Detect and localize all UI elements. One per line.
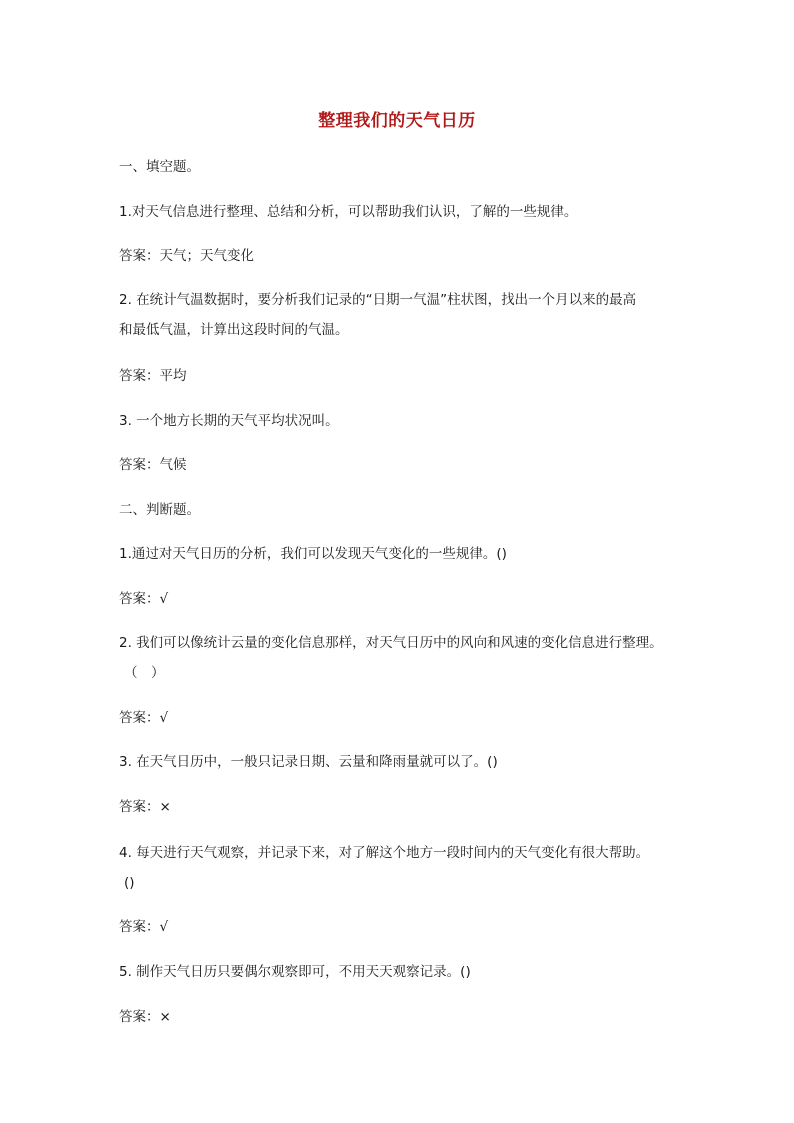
judge-answer-5: 答案：× [119, 1009, 171, 1025]
document-title: 整理我们的天气日历 [318, 111, 476, 131]
judge-answer-3: 答案：× [119, 799, 171, 815]
judge-question-3: 3. 在天气日历中，一般只记录日期、云量和降雨量就可以了。() [119, 754, 498, 770]
judge-question-1: 1.通过对天气日历的分析，我们可以发现天气变化的一些规律。() [119, 546, 507, 562]
judge-question-2-cont: （ ） [124, 665, 165, 681]
section-heading-fill-in: 一、填空题。 [119, 159, 200, 175]
fill-question-2: 2. 在统计气温数据时，要分析我们记录的“日期一气温”柱状图，找出一个月以来的最高 [119, 292, 637, 308]
section-heading-judge: 二、判断题。 [119, 502, 200, 518]
judge-answer-4: 答案：√ [119, 919, 169, 935]
judge-answer-1: 答案：√ [119, 591, 169, 607]
fill-question-2-cont: 和最低气温，计算出这段时间的气温。 [119, 322, 349, 338]
fill-answer-3: 答案：气候 [119, 457, 187, 473]
fill-answer-2: 答案：平均 [119, 368, 187, 384]
judge-question-4: 4. 每天进行天气观察，并记录下来，对了解这个地方一段时间内的天气变化有很大帮助。 [119, 845, 650, 861]
judge-question-5: 5. 制作天气日历只要偶尔观察即可，不用天天观察记录。() [119, 964, 471, 980]
judge-question-2: 2. 我们可以像统计云量的变化信息那样，对天气日历中的风向和风速的变化信息进行整理。 [119, 635, 663, 651]
fill-question-3: 3. 一个地方长期的天气平均状况叫。 [119, 413, 339, 429]
judge-question-4-cont: () [124, 875, 135, 891]
fill-question-1: 1.对天气信息进行整理、总结和分析，可以帮助我们认识，了解的一些规律。 [119, 204, 578, 220]
judge-answer-2: 答案：√ [119, 710, 169, 726]
fill-answer-1: 答案：天气；天气变化 [119, 248, 254, 264]
